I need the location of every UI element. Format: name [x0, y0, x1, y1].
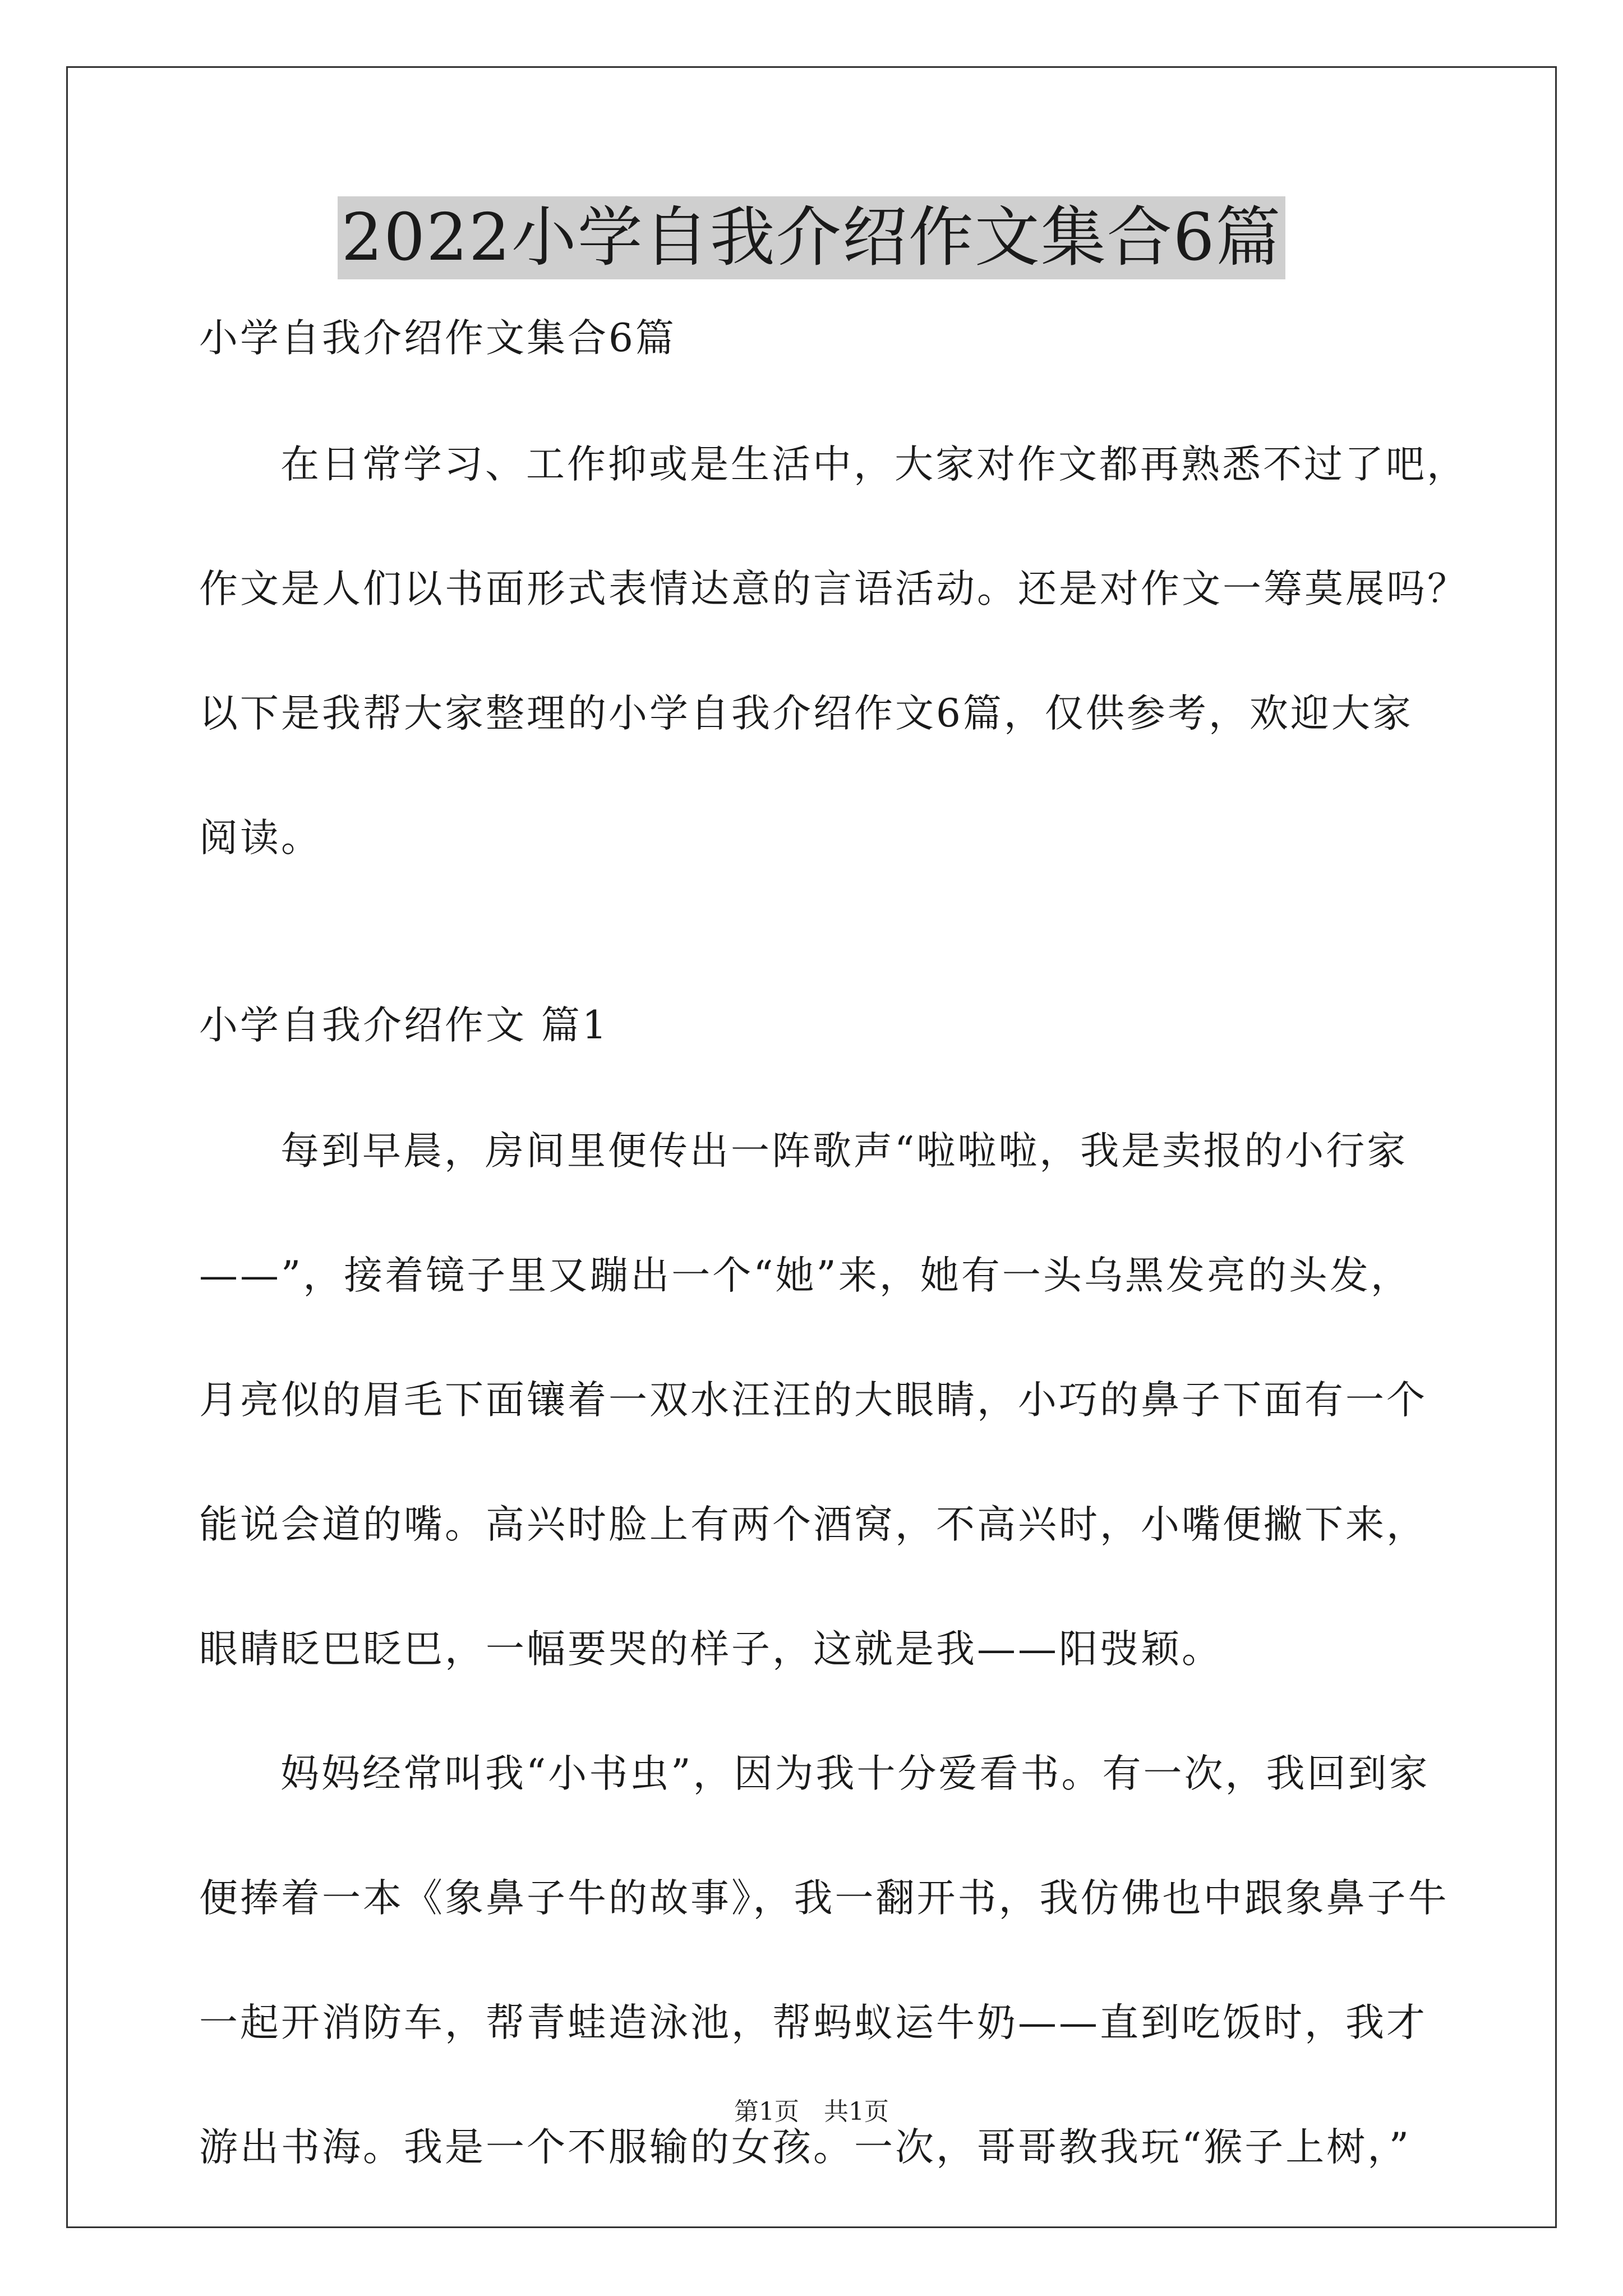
paragraph-line: 在日常学习、工作抑或是生活中，大家对作文都再熟悉不过了吧， — [280, 442, 1468, 487]
title-container — [0, 196, 1623, 279]
paragraph-line: 每到早晨，房间里便传出一阵歌声“啦啦啦，我是卖报的小行家 — [280, 1129, 1408, 1174]
paragraph-line: 便捧着一本《象鼻子牛的故事》，我一翻开书，我仿佛也中跟象鼻子牛 — [199, 1876, 1449, 1921]
paragraph-line: 阅读。 — [199, 816, 322, 861]
paragraph-line: ——”，接着镜子里又蹦出一个“她”来，她有一头乌黑发亮的头发， — [199, 1253, 1412, 1298]
paragraph-line: 一起开消防车，帮青蛙造泳池，帮蚂蚁运牛奶——直到吃饭时，我才 — [199, 2000, 1427, 2045]
paragraph-line: 以下是我帮大家整理的小学自我介绍作文6篇，仅供参考，欢迎大家 — [199, 691, 1413, 736]
paragraph-line: 眼睛眨巴眨巴，一幅要哭的样子，这就是我——阳弢颖。 — [199, 1627, 1223, 1672]
page-footer: 第1页 共1页 — [734, 2097, 889, 2126]
paragraph-line: 月亮似的眉毛下面镶着一双水汪汪的大眼睛，小巧的鼻子下面有一个 — [199, 1378, 1427, 1423]
paragraph-line: 游出书海。我是一个不服输的女孩。一次，哥哥教我玩“猴子上树，” — [199, 2125, 1412, 2170]
section-heading: 小学自我介绍作文 篇1 — [199, 1003, 609, 1048]
paragraph-line: 妈妈经常叫我“小书虫”，因为我十分爱看书。有一次，我回到家 — [280, 1751, 1430, 1796]
paragraph-line: 能说会道的嘴。高兴时脸上有两个酒窝，不高兴时，小嘴便撇下来， — [199, 1502, 1427, 1547]
paragraph-line: 作文是人们以书面形式表情达意的言语活动。还是对作文一筹莫展吗？ — [199, 567, 1468, 611]
subtitle-line: 小学自我介绍作文集合6篇 — [199, 316, 676, 361]
document-title: 2022小学自我介绍作文集合6篇 — [338, 196, 1285, 279]
